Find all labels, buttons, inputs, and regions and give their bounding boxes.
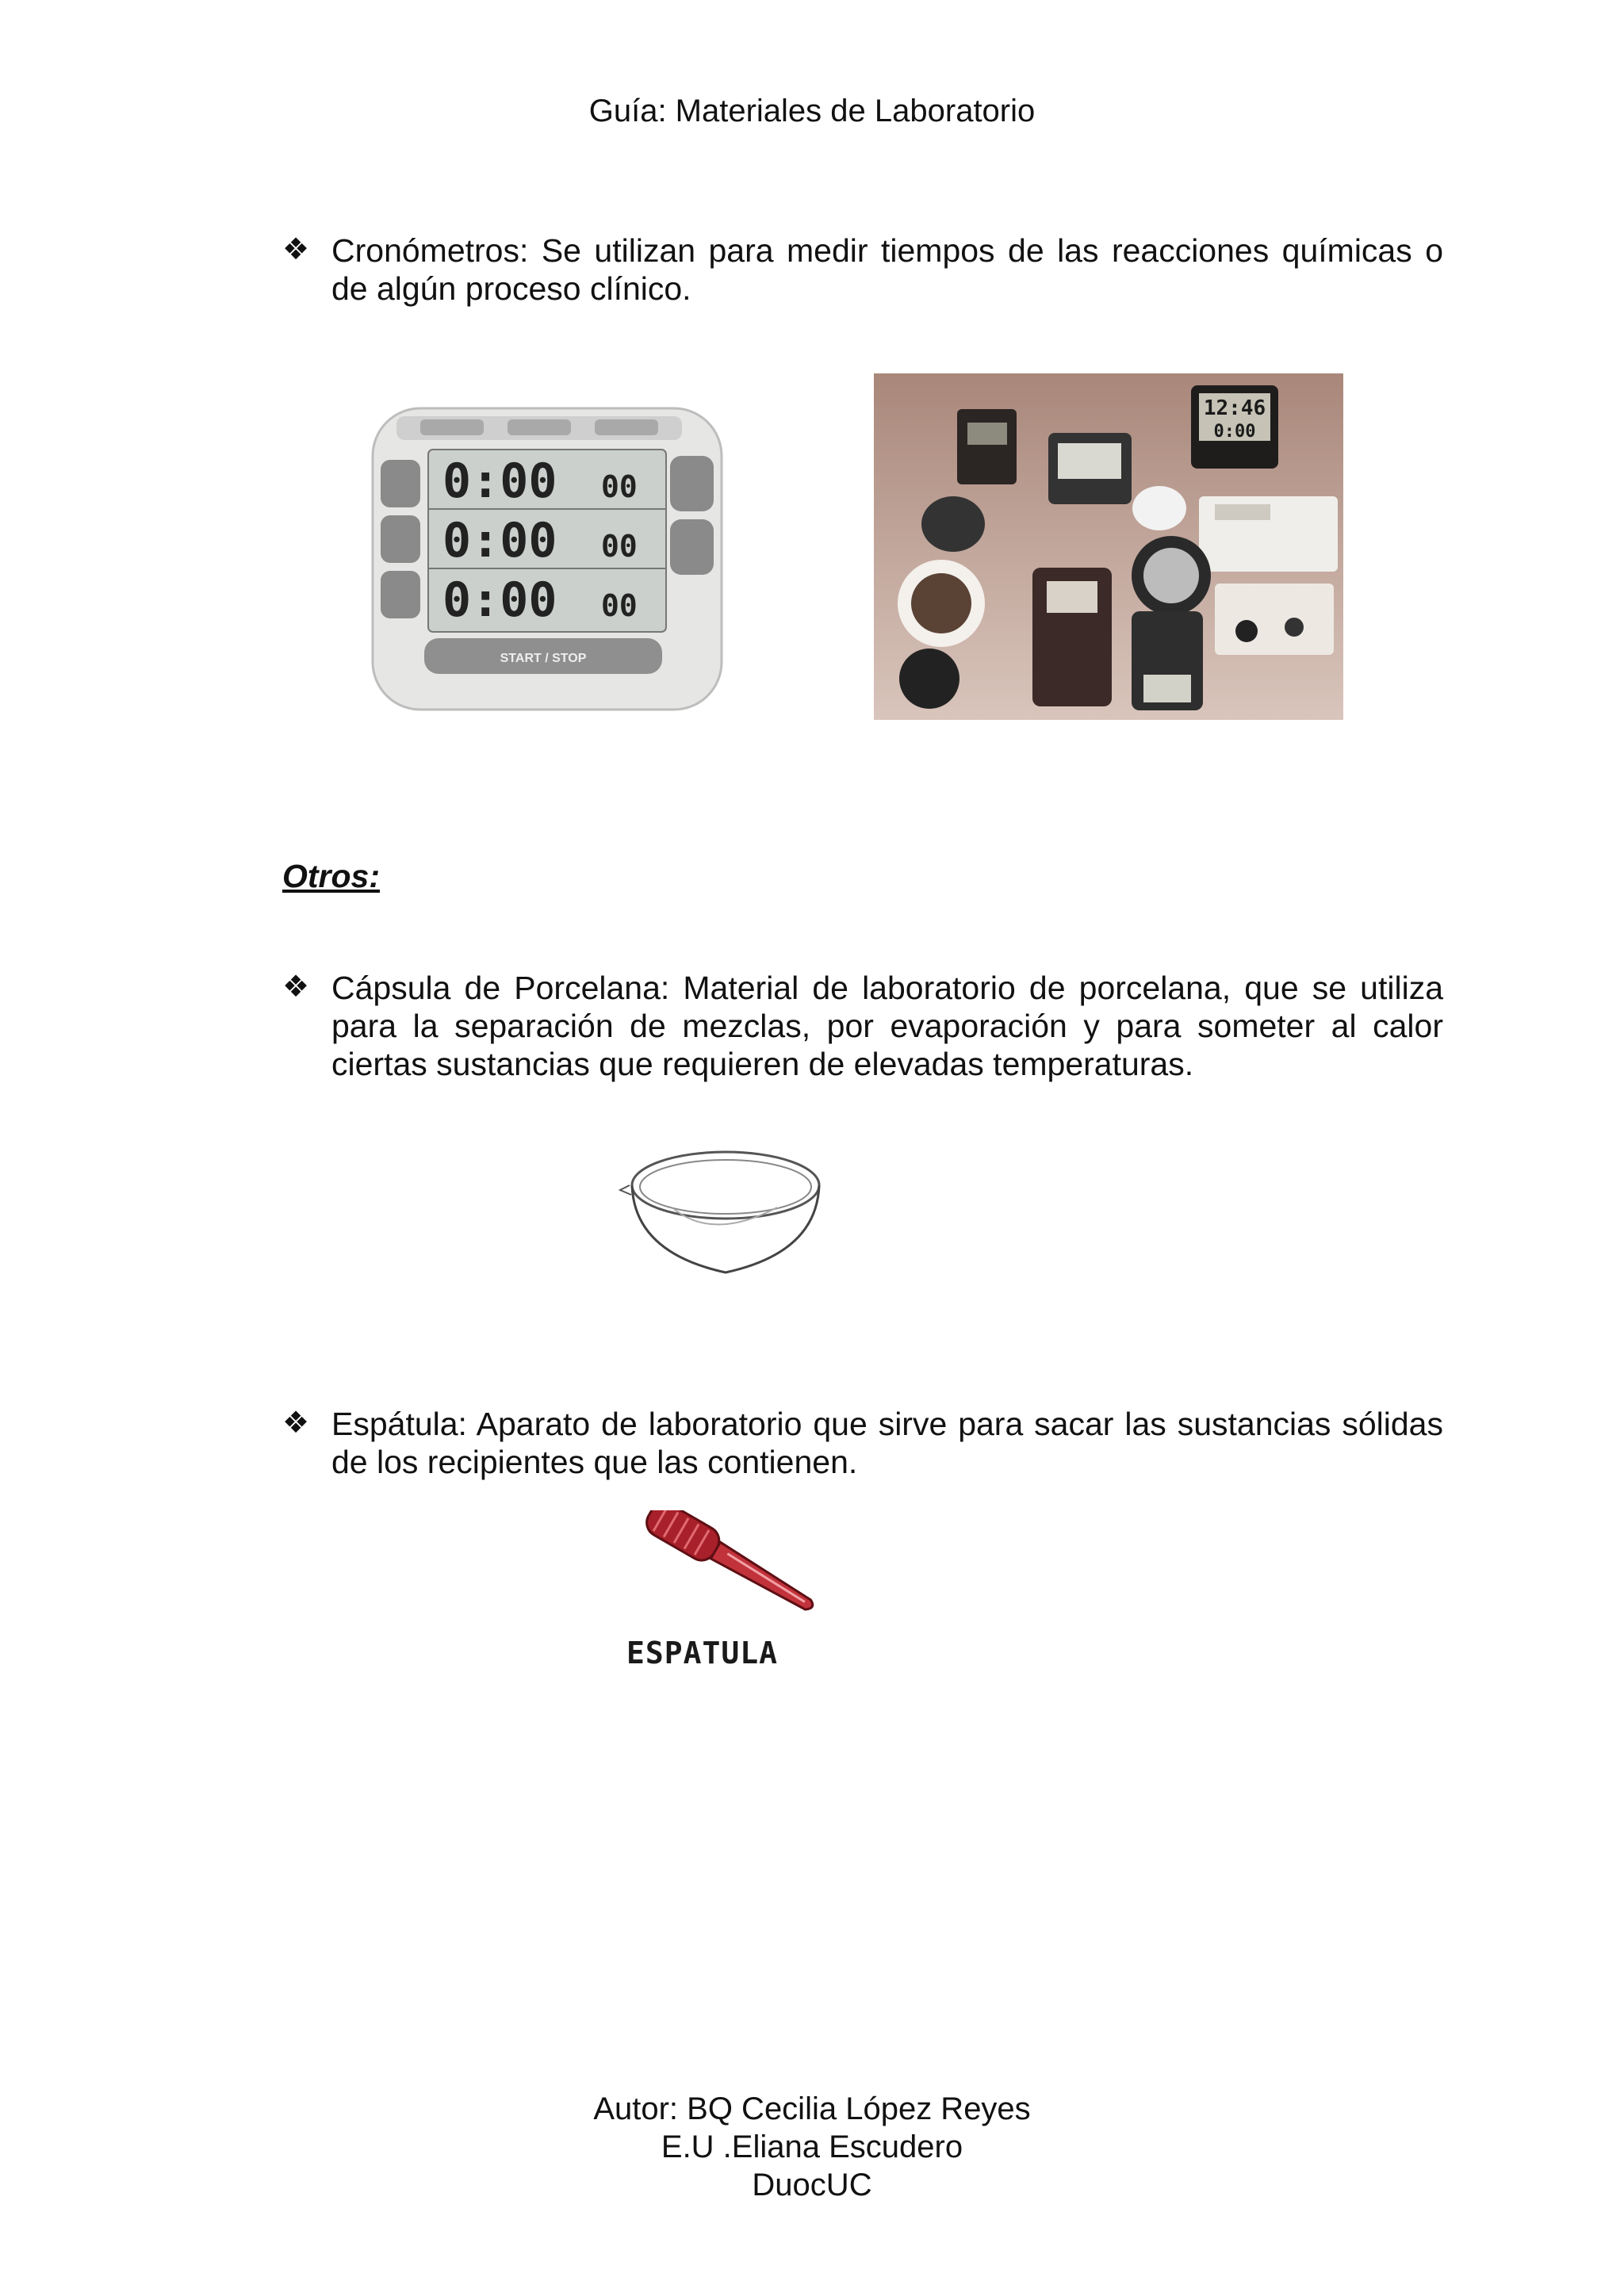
bullet-icon: ❖ <box>282 233 310 266</box>
cronometros-text: Cronómetros: Se utilizan para medir tiempos de las reacciones químicas o de algún proceso clínico. <box>331 232 1443 307</box>
section-title-otros: Otros: <box>282 858 380 894</box>
footer-author: Autor: BQ Cecilia López Reyes <box>593 2091 1031 2126</box>
triple-timer-image <box>349 400 745 718</box>
bullet-icon: ❖ <box>282 970 310 1004</box>
clock-readout-1: 12:46 <box>1203 396 1266 420</box>
clock-readout-2: 0:00 <box>1213 422 1256 442</box>
timer-sub-readout-2: 00 <box>601 529 638 564</box>
timer-readout-1: 0:00 <box>442 453 557 509</box>
footer-coauthor: E.U .Eliana Escudero <box>661 2130 963 2164</box>
capsula-text: Cápsula de Porcelana: Material de laboratorio de porcelana, que se utiliza para la separación de mezclas, por evaporación y para someter al calor ciertas sustancias que requieren de elevadas temperaturas. <box>331 970 1443 1082</box>
espatula-text: Espátula: Aparato de laboratorio que sirve para sacar las sustancias sólidas de los recipientes que las contienen. <box>331 1406 1443 1480</box>
spatula-caption: ESPATULA <box>626 1636 779 1670</box>
spatula-image <box>619 1510 841 1677</box>
timer-start-stop-label: START / STOP <box>500 652 587 665</box>
footer-institution: DuocUC <box>752 2168 872 2202</box>
page-header: Guía: Materiales de Laboratorio <box>588 94 1036 128</box>
timer-readout-3: 0:00 <box>442 572 557 628</box>
porcelain-capsule-image <box>619 1122 833 1292</box>
timer-sub-readout-1: 00 <box>601 469 638 504</box>
bullet-icon: ❖ <box>282 1406 310 1440</box>
timer-readout-2: 0:00 <box>442 513 557 568</box>
timer-sub-readout-3: 00 <box>601 588 638 623</box>
stopwatches-photo <box>874 373 1343 720</box>
